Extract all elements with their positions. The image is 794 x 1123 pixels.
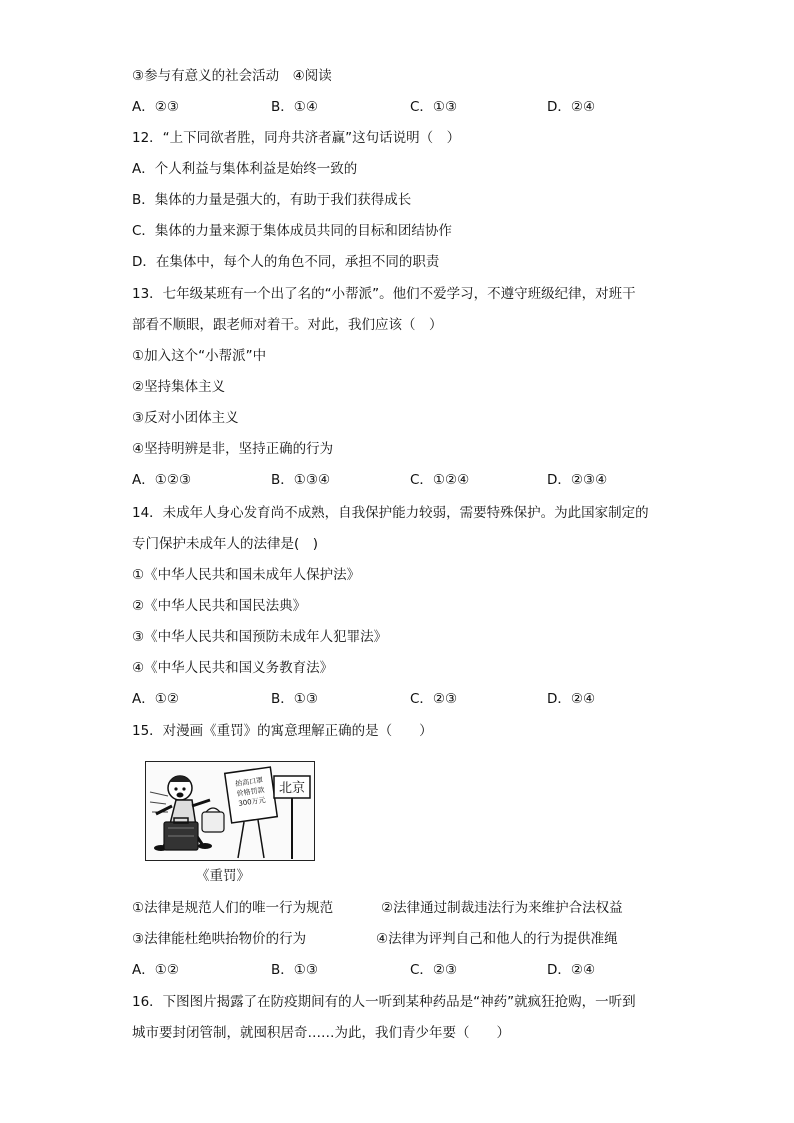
q13-choice-4: ④坚持明辨是非，坚持正确的行为 — [132, 441, 334, 457]
q11-option-c: C．①③ — [410, 99, 458, 115]
cartoon-illustration — [146, 762, 313, 859]
q13-stem-line2: 部看不顺眼，跟老师对着干。对此，我们应该（ ） — [132, 317, 443, 333]
q13-option-c: C．①②④ — [410, 472, 470, 488]
sign-text: 北京 — [278, 781, 306, 796]
q14-choice-4: ④《中华人民共和国义务教育法》 — [132, 660, 334, 676]
q14-options — [132, 690, 692, 708]
q15-statement-3: ③法律能杜绝哄抬物价的行为 — [132, 931, 307, 947]
notice-text-line2: 价格罚款 — [236, 786, 266, 798]
notice-text-line1: 抬高口罩 — [234, 776, 264, 789]
q11-choice-line: ③参与有意义的社会活动 ④阅读 — [132, 68, 332, 84]
q14-choice-3: ③《中华人民共和国预防未成年人犯罪法》 — [132, 629, 388, 645]
q15-statement-2: ②法律通过制裁违法行为来维护合法权益 — [381, 900, 623, 916]
q15-statement-1: ①法律是规范人们的唯一行为规范 — [132, 900, 334, 916]
q15-option-d: D．②④ — [547, 962, 596, 978]
q14-option-a: A．①② — [132, 691, 179, 707]
q15-statement-4: ④法律为评判自己和他人的行为提供准绳 — [376, 931, 618, 947]
q13-option-b: B．①③④ — [271, 472, 331, 488]
q13-stem-line1: 13．七年级某班有一个出了名的“小帮派”。他们不爱学习，不遵守班级纪律，对班干 — [132, 286, 636, 302]
q13-option-d: D．②③④ — [547, 472, 608, 488]
q15-option-a: A．①② — [132, 962, 179, 978]
q13-option-a: A．①②③ — [132, 472, 192, 488]
q15-option-c: C．②③ — [410, 962, 458, 978]
q14-option-c: C．②③ — [410, 691, 458, 707]
q15-option-b: B．①③ — [271, 962, 318, 978]
beijing-sign — [274, 776, 310, 859]
q11-option-b: B．①④ — [271, 99, 318, 115]
q14-option-b: B．①③ — [271, 691, 318, 707]
q13-choice-1: ①加入这个“小帮派”中 — [132, 348, 267, 364]
cartoon-image — [145, 761, 315, 861]
q16-stem-line2: 城市要封闭管制，就囤积居奇……为此，我们青少年要（ ） — [132, 1025, 510, 1041]
q13-options — [132, 471, 692, 489]
q16-stem-line1: 16．下图图片揭露了在防疫期间有的人一听到某种药品是“神药”就疯狂抢购，一听到 — [132, 994, 636, 1010]
q14-option-d: D．②④ — [547, 691, 596, 707]
q15-statements-row1 — [132, 899, 692, 917]
q15-options — [132, 961, 692, 979]
suitcase-shape — [164, 818, 198, 850]
q15-stem: 15．对漫画《重罚》的寓意理解正确的是（ ） — [132, 723, 433, 739]
penalty-notice-board — [225, 767, 278, 858]
q14-choice-2: ②《中华人民共和国民法典》 — [132, 598, 307, 614]
q14-stem-line2: 专门保护未成年人的法律是( ) — [132, 536, 319, 552]
q12-option-b: B．集体的力量是强大的，有助于我们获得成长 — [132, 192, 412, 208]
q11-option-a: A．②③ — [132, 99, 179, 115]
q12-option-d: D．在集体中，每个人的角色不同，承担不同的职责 — [132, 254, 440, 270]
q12-option-c: C．集体的力量来源于集体成员共同的目标和团结协作 — [132, 223, 452, 239]
q11-options — [132, 98, 692, 116]
q13-choice-3: ③反对小团体主义 — [132, 410, 239, 426]
q11-option-d: D．②④ — [547, 99, 596, 115]
bag-shape — [202, 808, 224, 832]
q13-choice-2: ②坚持集体主义 — [132, 379, 226, 395]
q14-stem-line1: 14．未成年人身心发育尚不成熟，自我保护能力较弱，需要特殊保护。为此国家制定的 — [132, 505, 649, 521]
q14-choice-1: ①《中华人民共和国未成年人保护法》 — [132, 567, 361, 583]
notice-text-line3: 300万元 — [237, 796, 267, 808]
q12-option-a: A．个人利益与集体利益是始终一致的 — [132, 161, 358, 177]
cartoon-caption: 《重罚》 — [196, 868, 250, 884]
q12-stem: 12．“上下同欲者胜，同舟共济者赢”这句话说明（ ） — [132, 130, 461, 146]
q15-statements-row2 — [132, 930, 692, 948]
